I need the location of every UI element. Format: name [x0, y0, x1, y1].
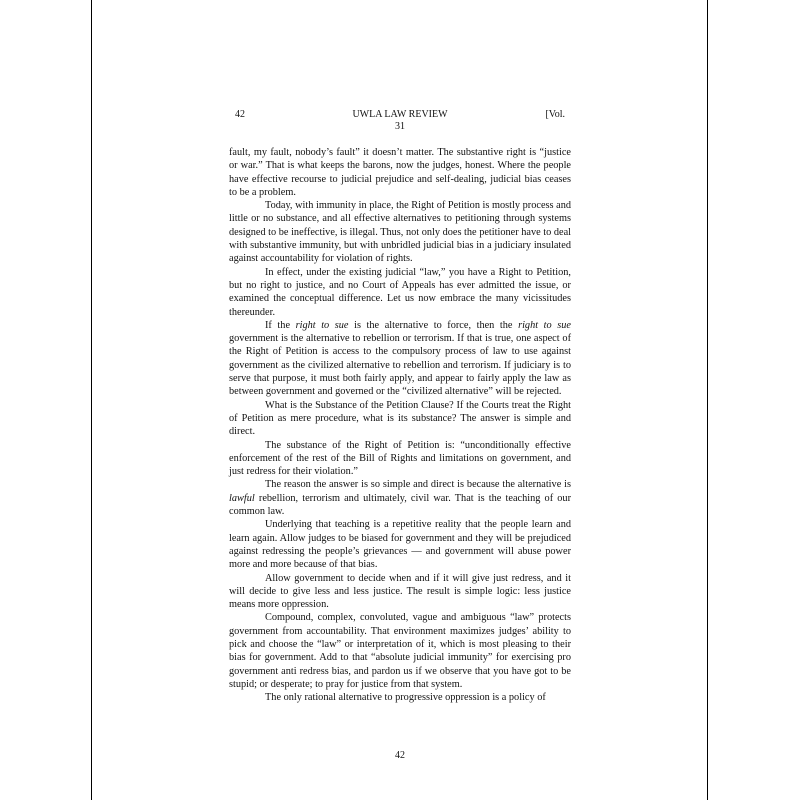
- paragraph-text: fault, my fault, nobody’s fault” it doesn’t matter. The substantive right is “justice or war.” That is what keeps the barons, now the judges, honest. Where the people have effective recourse to judicial prejudice and self-dealing, judicial bias ceases to be a problem.: [229, 147, 571, 198]
- journal-title: UWLA LAW REVIEW: [352, 109, 448, 120]
- paragraph: [229, 518, 571, 571]
- paragraph-text: The only rational alternative to progressive oppression is a policy of: [265, 692, 546, 704]
- volume-number: 31: [395, 121, 405, 132]
- italic-text: lawful: [229, 492, 255, 504]
- paragraph-text: What is the Substance of the Petition Clause? If the Courts treat the Right of Petition as mere procedure, what is its substance? The answer is simple and direct.: [229, 399, 571, 438]
- paragraph: [229, 572, 571, 612]
- header-page-number: 42: [235, 109, 245, 120]
- running-header: [235, 109, 565, 132]
- paragraph-text: The reason the answer is so simple and direct is because the alternative is: [265, 479, 571, 491]
- paragraph-text: Compound, complex, convoluted, vague and ambiguous “law” protects government from accountability. That environment maximizes judges’ ability to pick and choose the “law” or interpretation of it, which is most pleasing to their bias for government. Add to that “absolute judicial immunity” for exercising pro government anti redress bias, and pardon us if we observe that you have got to be stupid; or desperate; to pray for justice from that system.: [229, 612, 571, 690]
- italic-text: right to sue: [518, 319, 571, 331]
- paragraph-text: The substance of the Right of Petition is: “unconditionally effective enforcement of the rest of the Bill of Rights and limitations on government, and just redress for their violation.”: [229, 439, 571, 478]
- paragraph-text: Today, with immunity in place, the Right of Petition is mostly process and little or no substance, and all effective alternatives to petitioning through systems designed to be ineffective, is illegal. Thus, not only does the petitioner have to deal with substantive immunity, but with unbridled judicial bias in a judiciary insulated against accountability for violation of rights.: [229, 200, 571, 265]
- paragraph-text: In effect, under the existing judicial “law,” you have a Right to Petition, but no right to justice, and no Court of Appeals has ever admitted the issue, or examined the conceptual difference. Let us now embrace the many vicissitudes thereunder.: [229, 266, 571, 318]
- paragraph-text: government is the alternative to rebellion or terrorism. If that is true, one aspect of the Right of Petition is access to the compulsory process of law to use against government as the civilized alternative to rebellion and terrorism. If judiciary is to serve that purpose, it must both fairly apply, and appear to fairly apply the law as between government and governed or the “civilized alternative” will be rejected.: [229, 333, 571, 398]
- italic-text: right to sue: [295, 319, 349, 331]
- paragraph-text: Underlying that teaching is a repetitive reality that the people learn and learn again. Allow judges to be biased for government and they will be prejudiced against redressing the people’s grievances — and government will abuse power more and more because of that bias.: [229, 519, 571, 571]
- body-text: [229, 146, 571, 704]
- paragraph: [229, 691, 571, 704]
- paragraph: [229, 399, 571, 439]
- paragraph: [229, 319, 571, 399]
- paragraph: [229, 611, 571, 691]
- paragraph: [229, 266, 571, 319]
- paragraph: [229, 439, 571, 479]
- paragraph: [229, 146, 571, 199]
- paragraph-text: If the: [265, 319, 296, 331]
- paragraph-text: rebellion, terrorism and ultimately, civil war. That is the teaching of our common law.: [229, 492, 571, 518]
- paragraph: [229, 199, 571, 265]
- paragraph-text: Allow government to decide when and if it will give just redress, and it will decide to give less and less justice. The result is simple logic: less justice means more oppression.: [229, 572, 571, 611]
- footer-page-number: 42: [395, 750, 405, 761]
- paragraph: [229, 478, 571, 518]
- volume-label: [Vol.: [545, 109, 565, 120]
- paragraph-text: is the alternative to force, then the: [348, 319, 519, 331]
